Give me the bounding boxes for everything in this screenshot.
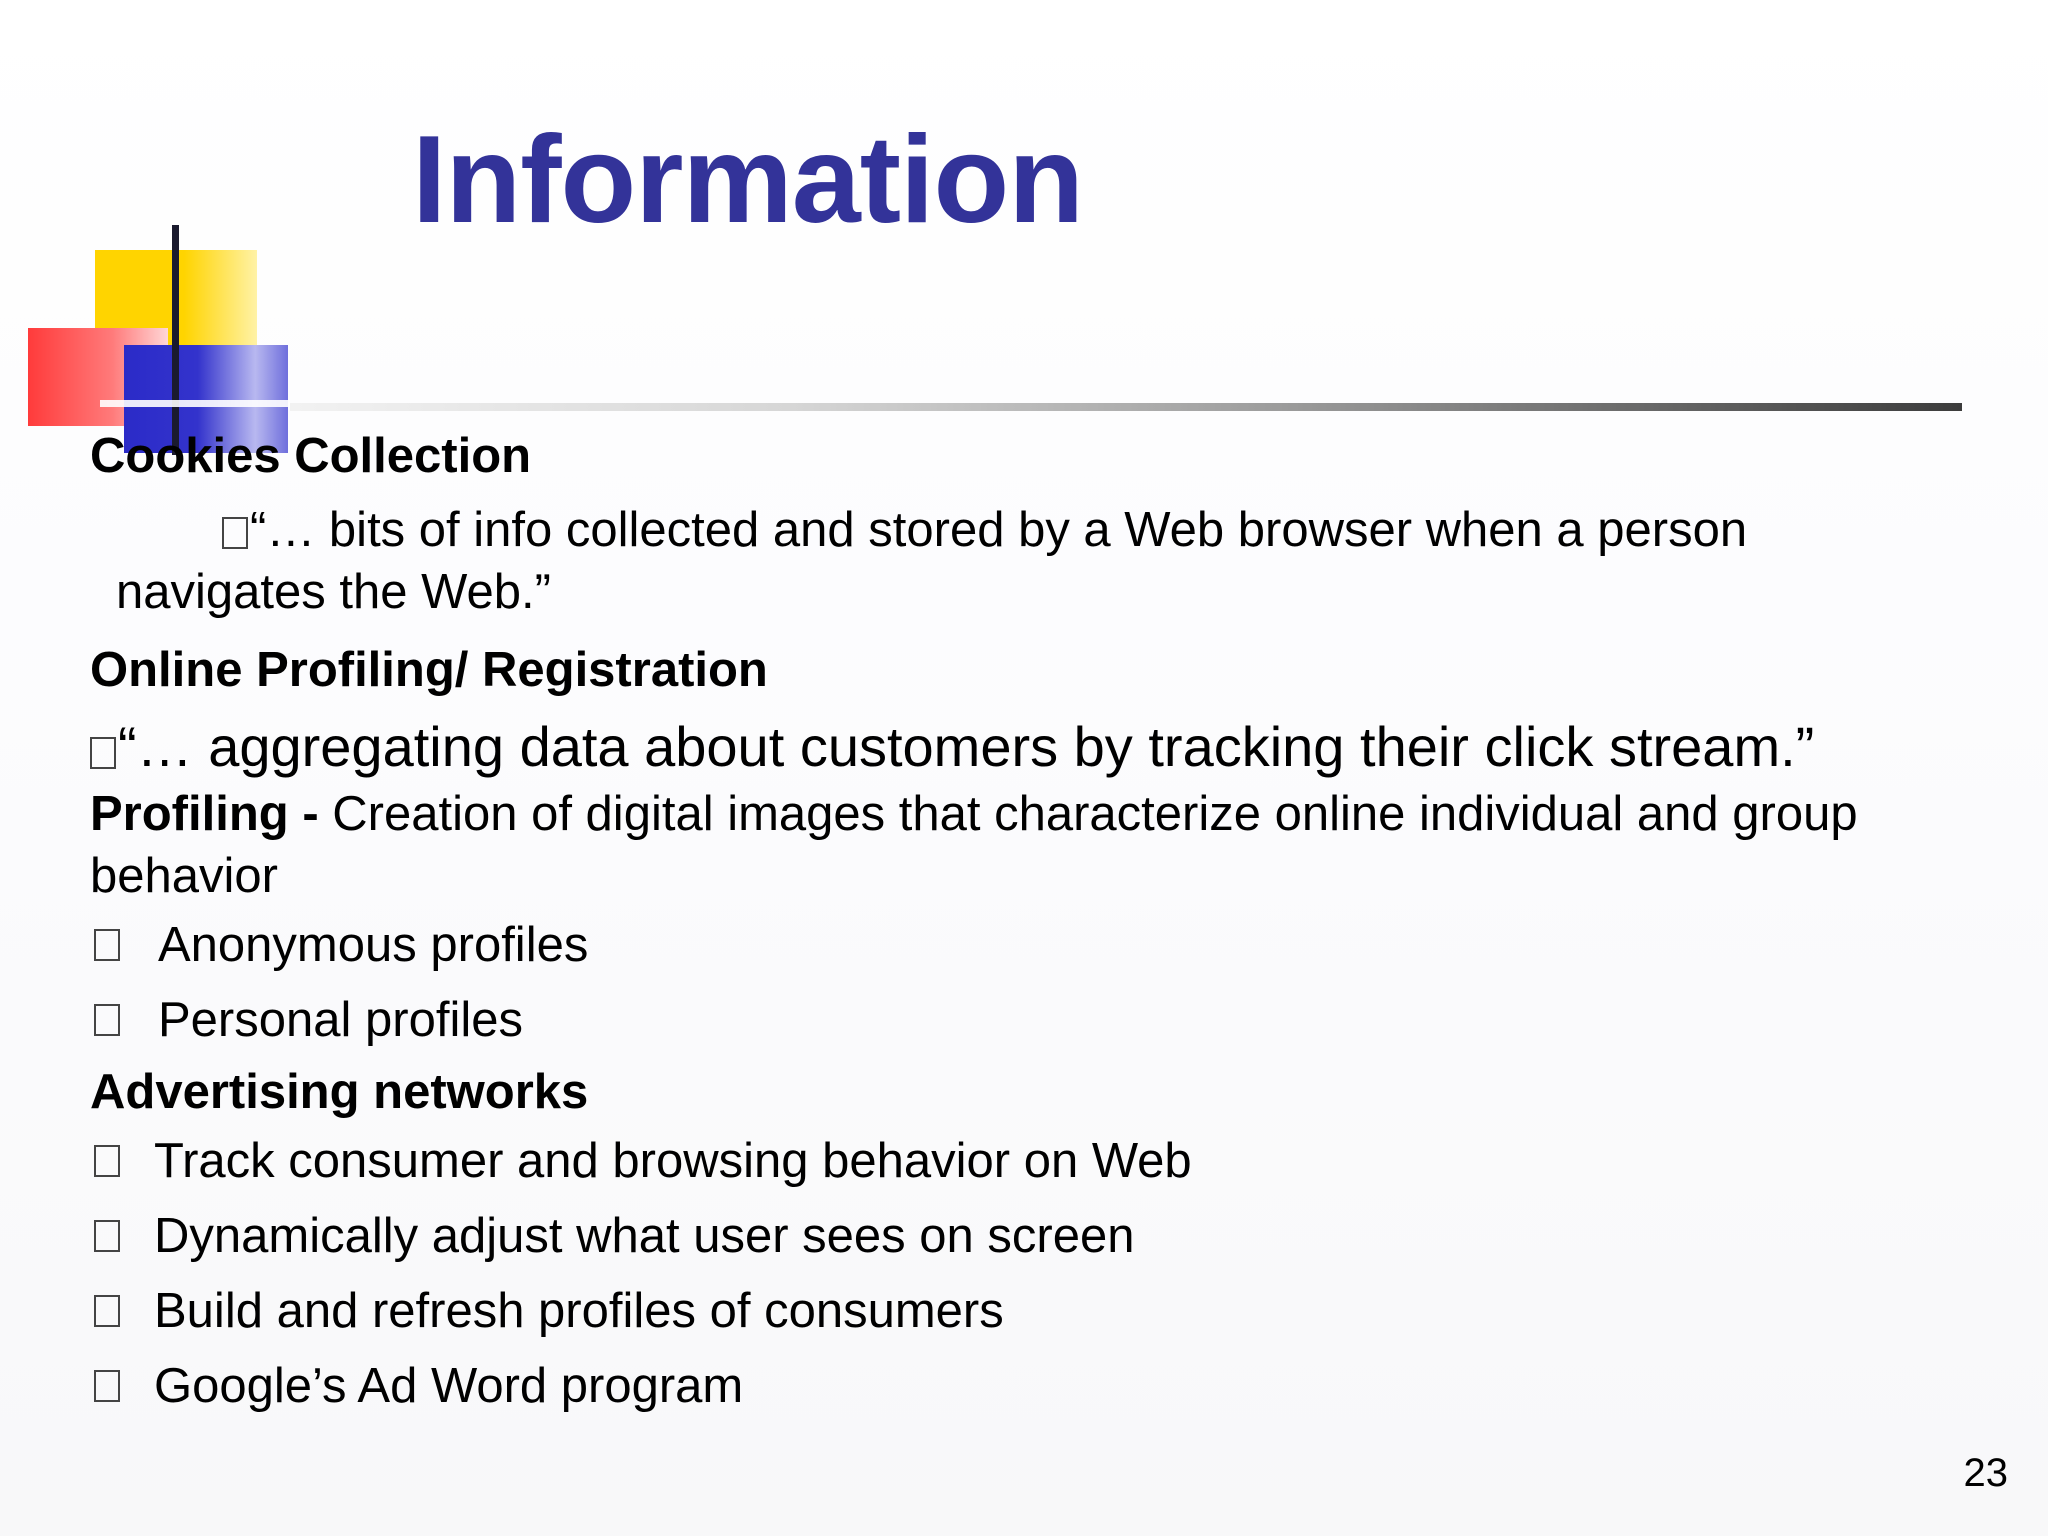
list-item-text: Track consumer and browsing behavior on Web — [154, 1133, 1192, 1188]
profiling-definition — [90, 783, 2010, 907]
checkbox-glyph-icon — [94, 1004, 120, 1036]
checkbox-glyph-icon — [94, 1220, 120, 1252]
list-item — [90, 1348, 2010, 1423]
logo-vertical-bar — [172, 225, 179, 455]
list-item-text: Dynamically adjust what user sees on screen — [154, 1208, 1135, 1263]
list-item — [90, 1198, 2010, 1273]
checkbox-glyph-icon — [90, 737, 116, 769]
list-item-text: Anonymous profiles — [158, 917, 589, 972]
list-item — [90, 1273, 2010, 1348]
advertising-heading: Advertising networks — [90, 1065, 589, 1119]
checkbox-glyph-icon — [94, 1370, 120, 1402]
decorative-logo — [0, 0, 300, 460]
cookies-heading: Cookies Collection — [90, 429, 532, 483]
list-item-text: Google’s Ad Word program — [154, 1358, 744, 1413]
slide-body — [90, 425, 2010, 1423]
list-item-text: Build and refresh profiles of consumers — [154, 1283, 1004, 1338]
online-profiling-quote-text: “… aggregating data about customers by tracking their click stream.” — [118, 715, 1815, 778]
cookies-quote-text: “… bits of info collected and stored by a Web browser when a person — [250, 503, 1748, 557]
cookies-quote-line1 — [90, 499, 2010, 561]
profiling-definition-text: Creation of digital images that characterize online individual and group behavior — [90, 787, 1858, 903]
list-item — [90, 982, 2010, 1057]
online-profiling-heading: Online Profiling/ Registration — [90, 643, 768, 697]
logo-horizontal-bar — [100, 400, 290, 407]
page-number: 23 — [1963, 1451, 2008, 1495]
title-divider — [290, 403, 1962, 411]
online-profiling-quote — [90, 711, 2010, 783]
list-item — [90, 907, 2010, 982]
cookies-quote-line2: navigates the Web.” — [116, 565, 551, 619]
checkbox-glyph-icon — [94, 1145, 120, 1177]
slide-title: Information — [412, 111, 1083, 249]
profiling-term: Profiling - — [90, 787, 319, 841]
checkbox-glyph-icon — [94, 1295, 120, 1327]
list-item-text: Personal profiles — [158, 992, 523, 1047]
checkbox-glyph-icon — [94, 929, 120, 961]
list-item — [90, 1123, 2010, 1198]
checkbox-glyph-icon — [222, 517, 248, 549]
